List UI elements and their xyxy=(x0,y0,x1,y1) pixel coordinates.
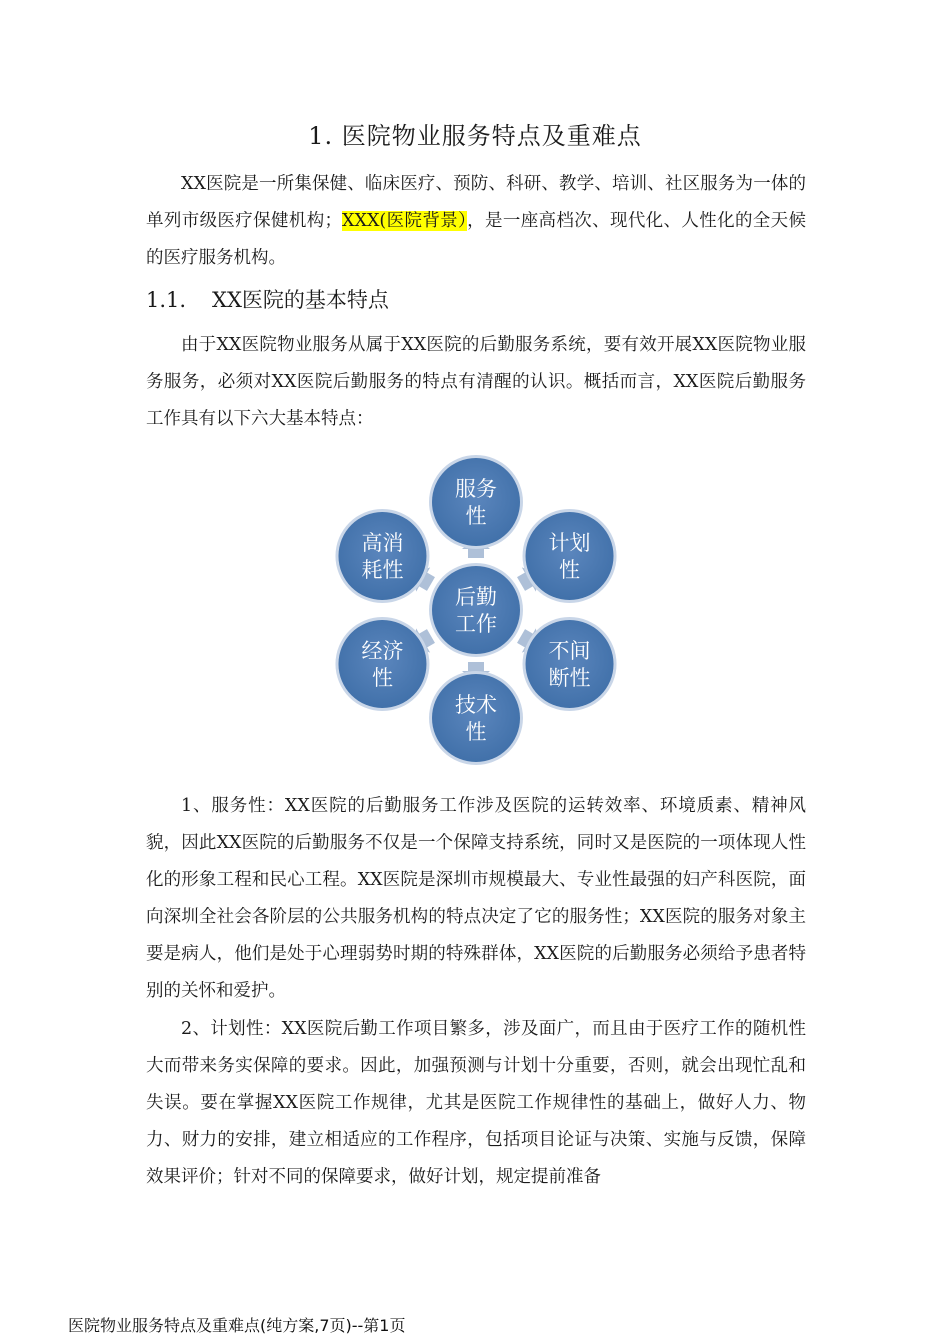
node-label-economy-line-1: 经济 xyxy=(361,639,404,663)
node-circle-tech xyxy=(432,674,520,762)
highlighted-placeholder: XXX(医院背景） xyxy=(342,211,468,231)
node-label-tech-line-1: 技术 xyxy=(455,693,497,717)
paragraph-plan: 2、计划性：XX医院后勤工作项目繁多，涉及面广，而且由于医疗工作的随机性大而带来务实保障的要求。因此，加强预测与计划十分重要，否则，就会出现忙乱和失误。要在掌握XX医院工作规律，尤其是医院工作规律性的基础上，做好人力、物力、财力的安排，建立相适应的工作程序，包括项目论证与决策、实施与反馈，保障效果评价；针对不同的保障要求，做好计划，规定提前准备 xyxy=(146,1019,806,1187)
node-circle-consumption xyxy=(338,512,426,600)
center-label-line-2: 工作 xyxy=(455,612,497,636)
intro-paragraph xyxy=(146,166,806,277)
node-circle-economy xyxy=(338,620,426,708)
node-label-plan-line-1: 计划 xyxy=(548,531,591,555)
features-cycle-diagram xyxy=(316,444,636,784)
node-label-service-line-2: 性 xyxy=(465,504,487,528)
document-title: 1. 医院物业服务特点及重难点 xyxy=(308,122,642,150)
paragraph-service: 1、服务性：XX医院的后勤服务工作涉及医院的运转效率、环境质素、精神风貌，因此XX医院的后勤服务不仅是一个保障支持系统，同时又是医院的一项体现人性化的形象工程和民心工程。XX医院是深圳市规模最大、专业性最强的妇产科医院，面向深圳全社会各阶层的公共服务机构的特点决定了它的服务性；XX医院的服务对象主要是病人，他们是处于心理弱势时期的特殊群体，XX医院的后勤服务必须给予患者特别的关怀和爱护。 xyxy=(146,796,806,1001)
intro-text-end: ，是一座高档次、现代化、人性化的全天候的医疗服务机构。 xyxy=(146,211,807,268)
intro-text: XX医院是一所集保健、临床医疗、预防、科研、教学、培训、社区服务为一体的单列市级医疗保健机构； xyxy=(146,174,806,231)
node-label-consumption-line-2: 耗性 xyxy=(361,558,404,582)
node-circle-service xyxy=(432,458,520,546)
node-circle-plan xyxy=(526,512,614,600)
section-heading xyxy=(146,284,389,314)
node-label-continuous-line-1: 不间 xyxy=(548,639,591,663)
center-label-line-1: 后勤 xyxy=(455,585,497,609)
node-label-continuous-line-2: 断性 xyxy=(548,666,591,690)
paragraph-intro-features: 由于XX医院物业服务从属于XX医院的后勤服务系统，要有效开展XX医院物业服务服务，必须对XX医院后勤服务的特点有清醒的认识。概括而言，XX医院后勤服务工作具有以下六大基本特点： xyxy=(146,335,806,429)
section-number: 1.1. xyxy=(146,288,187,312)
node-label-plan-line-2: 性 xyxy=(559,558,581,582)
node-label-tech-line-2: 性 xyxy=(465,720,487,744)
center-circle xyxy=(432,566,520,654)
node-circle-continuous xyxy=(526,620,614,708)
node-label-service-line-1: 服务 xyxy=(455,477,497,501)
node-label-consumption-line-1: 高消 xyxy=(361,531,404,555)
section-title: XX医院的基本特点 xyxy=(212,288,389,312)
node-label-economy-line-2: 性 xyxy=(371,666,393,690)
page-footer: 医院物业服务特点及重难点(纯方案,7页)--第1页 xyxy=(68,1316,406,1335)
